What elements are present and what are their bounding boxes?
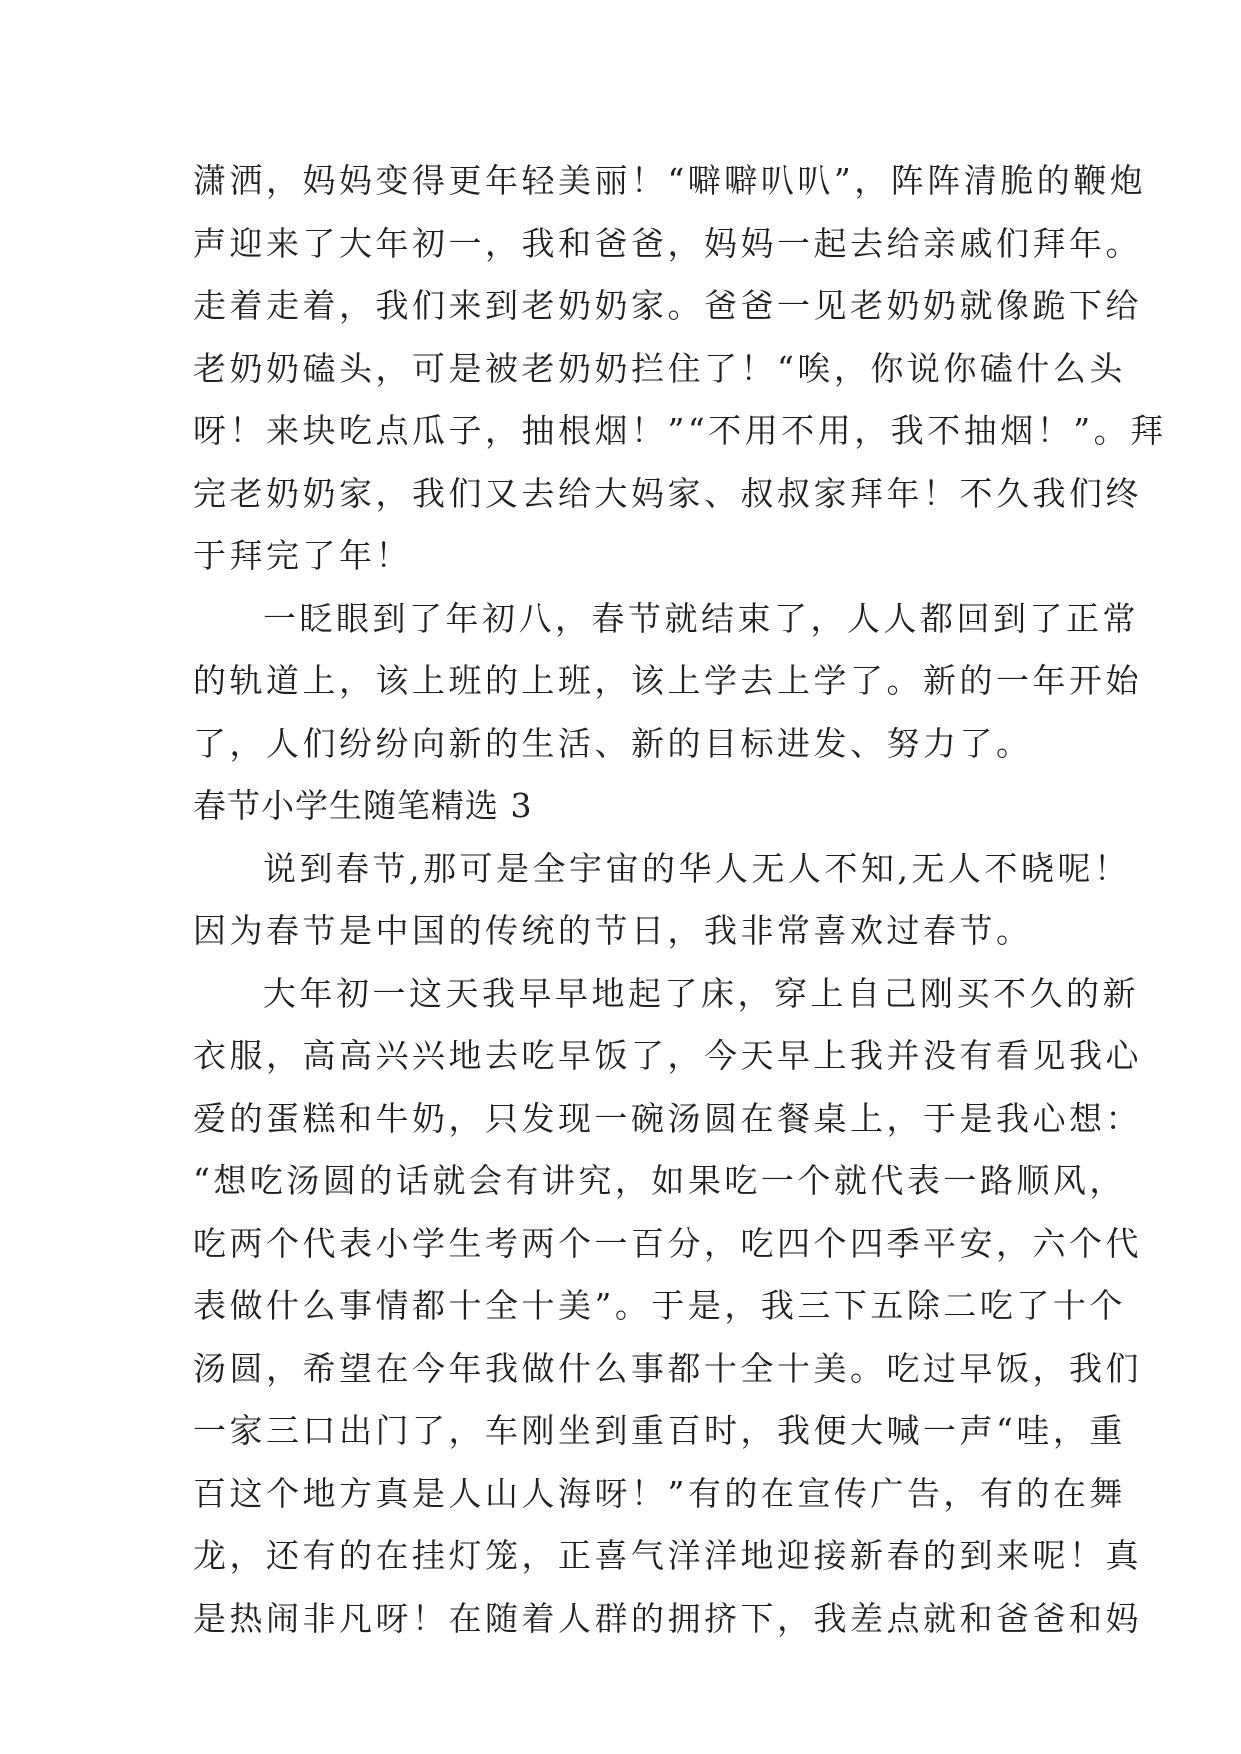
paragraph-start-line: 一眨眼到了年初八，春节就结束了，人人都回到了正常 — [263, 598, 1139, 638]
text-line: 老奶奶磕头，可是被老奶奶拦住了！“唉，你说你磕什么头 — [193, 348, 1126, 388]
text-line: 潇洒，妈妈变得更年轻美丽！“噼噼叭叭”，阵阵清脆的鞭炮 — [193, 161, 1147, 200]
text-line: 一家三口出门了，车刚坐到重百时，我便大喊一声“哇，重 — [193, 1411, 1126, 1450]
text-line: 龙，还有的在挂灯笼，正喜气洋洋地迎接新春的到来呢！真 — [193, 1536, 1142, 1575]
text-line: 汤圆，希望在今年我做什么事都十全十美。吃过早饭，我们 — [193, 1348, 1142, 1388]
text-line: 的轨道上，该上班的上班，该上学去上学了。新的一年开始 — [193, 661, 1142, 700]
paragraph-start-line: 大年初一这天我早早地起了床，穿上自己刚买不久的新 — [263, 973, 1139, 1013]
text-line: 百这个地方真是人山人海呀！”有的在宣传广告，有的在舞 — [193, 1473, 1126, 1513]
text-line: 衣服，高高兴兴地去吃早饭了，今天早上我并没有看见我心 — [193, 1036, 1142, 1075]
text-line: 因为春节是中国的传统的节日，我非常喜欢过春节。 — [193, 911, 1033, 950]
text-line: 爱的蛋糕和牛奶，只发现一碗汤圆在餐桌上，于是我心想： — [193, 1098, 1142, 1138]
section-heading: 春节小学生随笔精选 3 — [193, 786, 533, 825]
text-line: 于拜完了年！ — [193, 536, 412, 575]
text-line: 呀！来块吃点瓜子，抽根烟！”“不用不用，我不抽烟！”。拜 — [193, 411, 1167, 450]
paragraph-start-line: 说到春节,那可是全宇宙的华人无人不知,无人不晓呢！ — [263, 848, 1131, 888]
text-line: “想吃汤圆的话就会有讲究，如果吃一个就代表一路顺风， — [193, 1161, 1126, 1200]
text-line: 吃两个代表小学生考两个一百分，吃四个四季平安，六个代 — [193, 1223, 1142, 1263]
text-line: 声迎来了大年初一，我和爸爸，妈妈一起去给亲戚们拜年。 — [193, 223, 1142, 263]
essay-text — [193, 150, 1167, 1650]
text-line: 了，人们纷纷向新的生活、新的目标进发、努力了。 — [193, 723, 1033, 763]
text-line: 走着走着，我们来到老奶奶家。爸爸一见老奶奶就像跪下给 — [193, 286, 1142, 325]
text-line: 表做什么事情都十全十美”。于是，我三下五除二吃了十个 — [193, 1286, 1126, 1325]
text-line: 是热闹非凡呀！在随着人群的拥挤下，我差点就和爸爸和妈 — [193, 1598, 1142, 1638]
text-line: 完老奶奶家，我们又去给大妈家、叔叔家拜年！不久我们终 — [193, 473, 1142, 513]
